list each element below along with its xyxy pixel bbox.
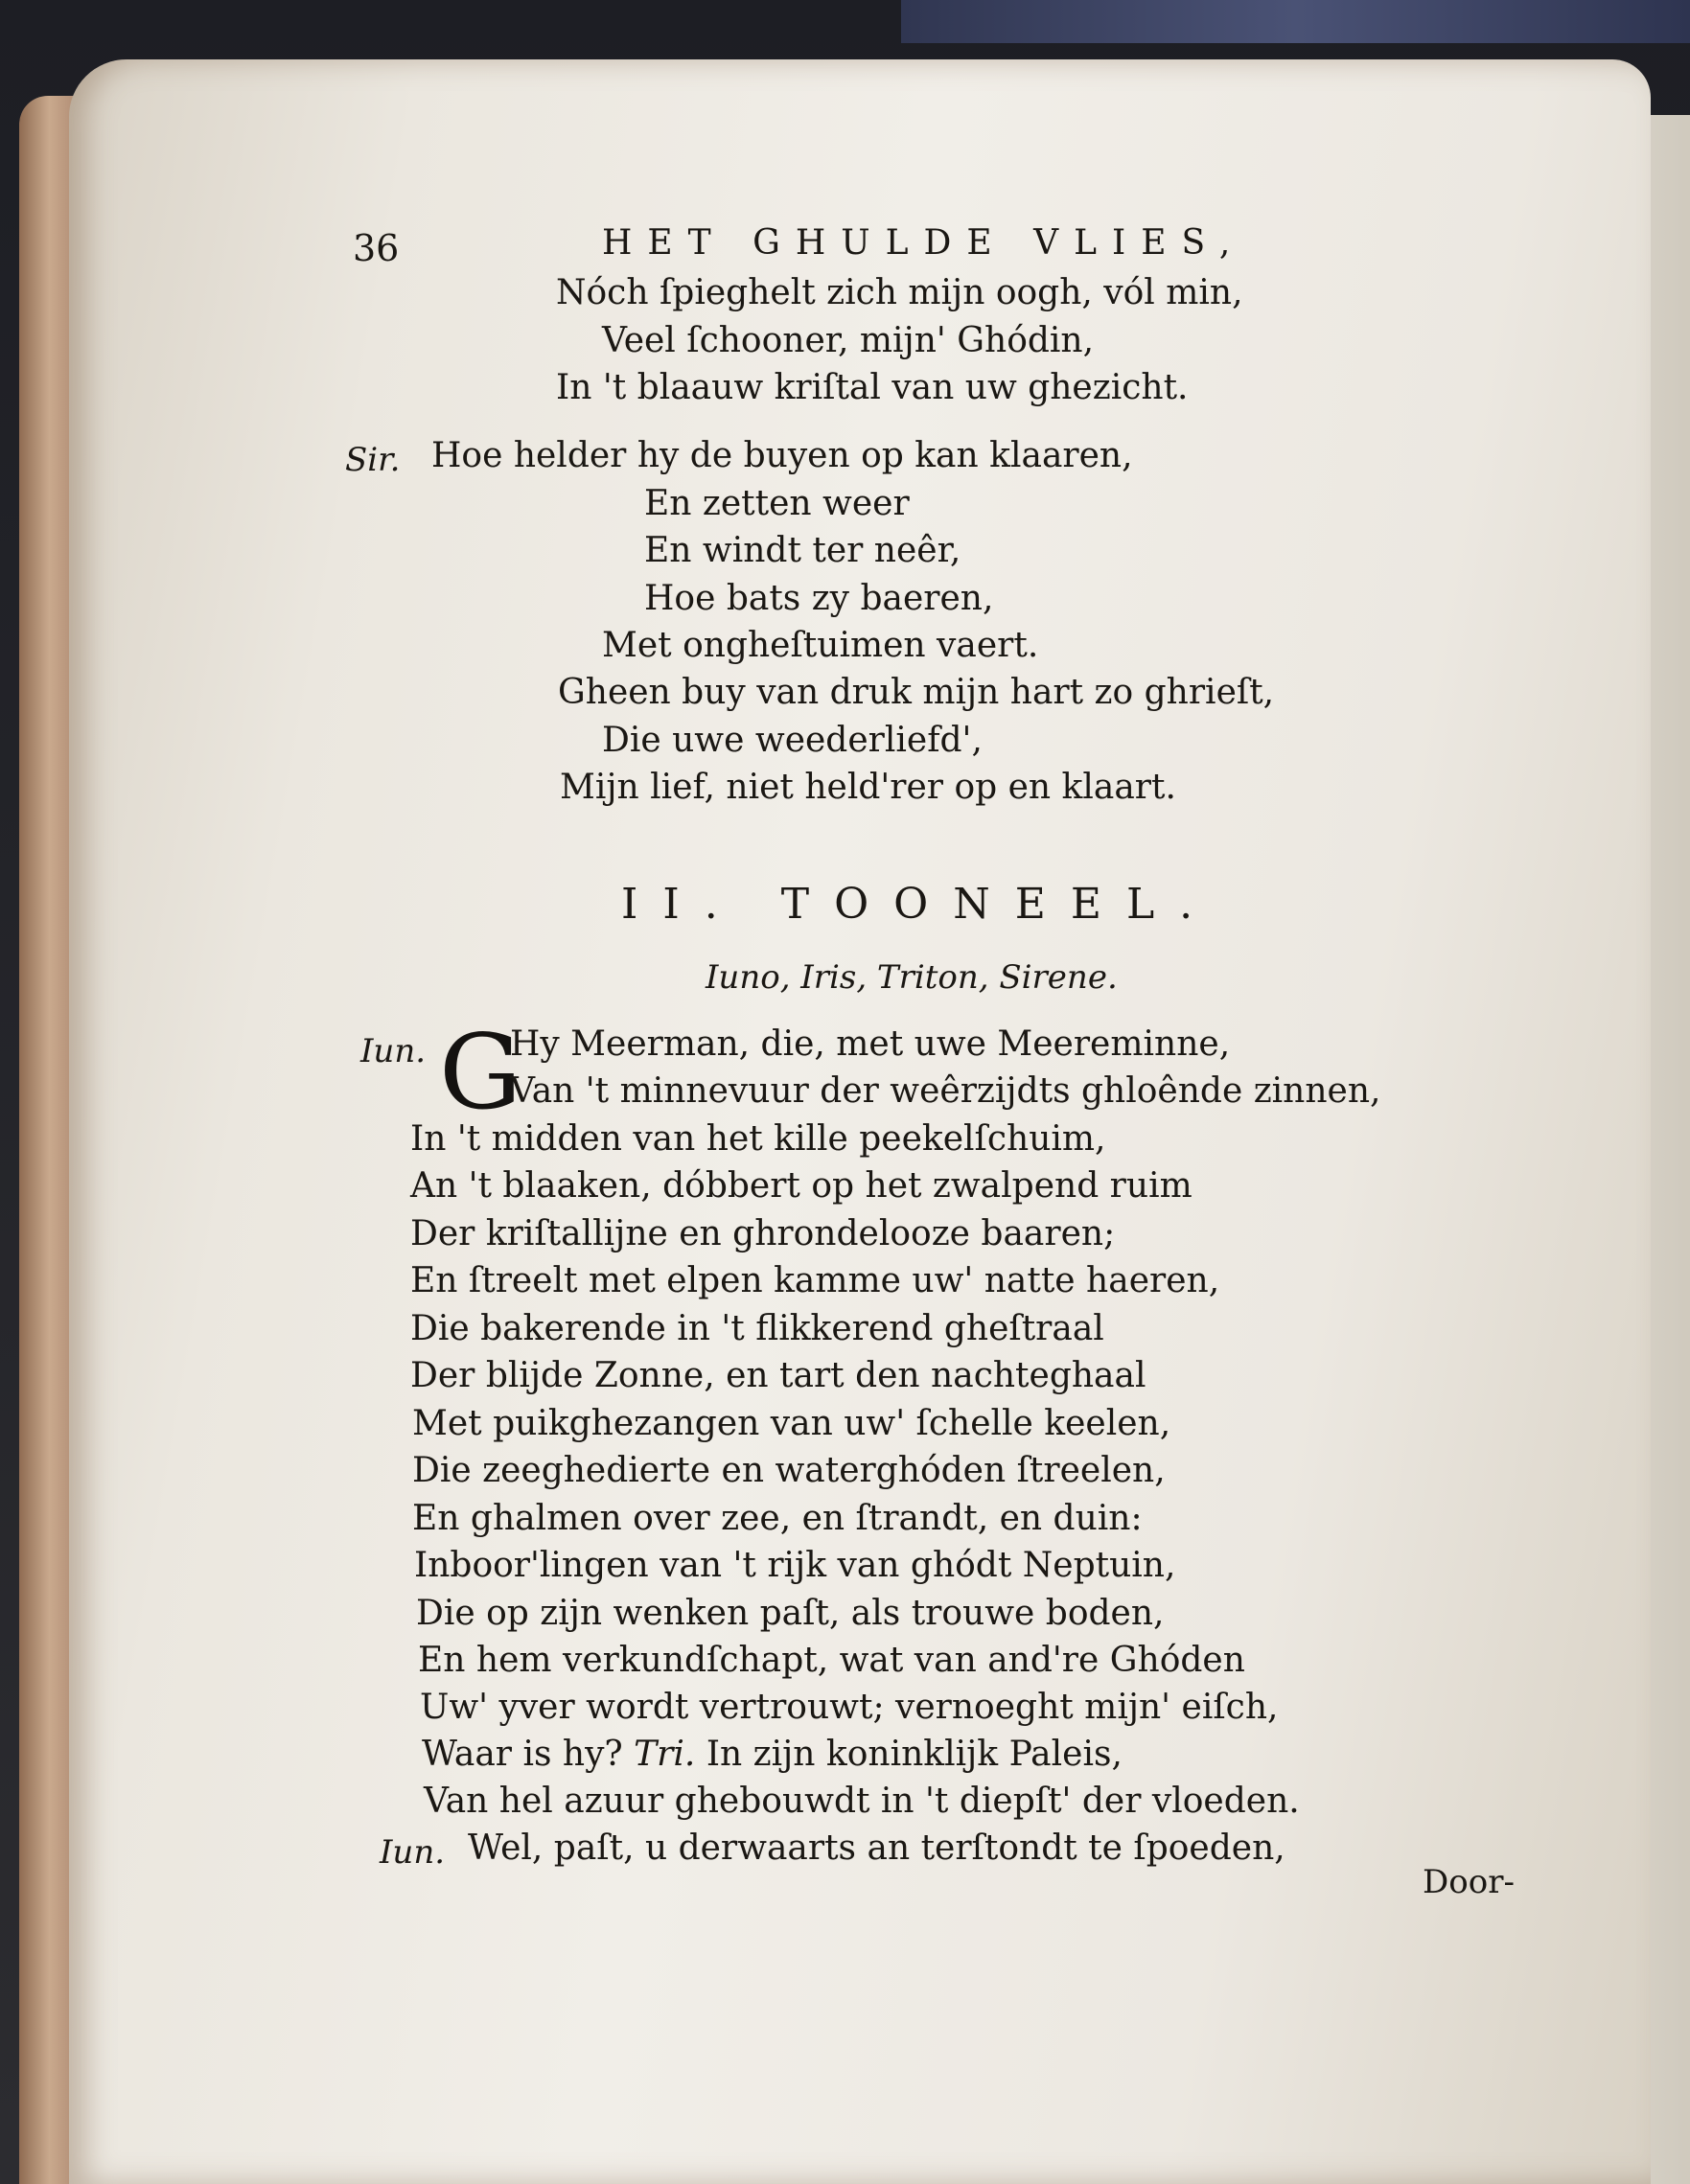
verse-line: Die op zijn wenken paſt, als trouwe boden, bbox=[416, 1594, 1165, 1633]
verse-line: Inboor'lingen van 't rijk van ghódt Neptuin, bbox=[414, 1546, 1176, 1585]
verse-line: In 't blaauw kriſtal van uw ghezicht. bbox=[556, 368, 1189, 407]
scene-heading: II. TOONEEL. bbox=[621, 880, 1218, 929]
verse-line: En windt ter neêr, bbox=[644, 531, 961, 570]
blue-cloth bbox=[901, 0, 1690, 43]
verse-line: Van 't minnevuur der weêrzijdts ghloênde zinnen, bbox=[510, 1071, 1381, 1111]
verse-line: Der blijde Zonne, en tart den nachteghaal bbox=[410, 1356, 1146, 1395]
verse-fragment: Waar is hy? bbox=[422, 1735, 623, 1774]
verse-line: Gheen buy van druk mijn hart zo ghrieſt, bbox=[558, 673, 1275, 712]
verse-line: Met puikghezangen van uw' ſchelle keelen, bbox=[412, 1404, 1171, 1443]
verse-line: Met ongheſtuimen vaert. bbox=[602, 626, 1039, 665]
verse-line: Nóch ſpieghelt zich mijn oogh, vól min, bbox=[556, 273, 1243, 312]
verse-line: Veel ſchooner, mijn' Ghódin, bbox=[602, 321, 1095, 360]
verse-line: Die bakerende in 't flikkerend gheſtraal bbox=[410, 1309, 1104, 1348]
verse-line: Hy Meerman, die, met uwe Meereminne, bbox=[510, 1024, 1231, 1064]
speaker-label: Tri. bbox=[634, 1735, 696, 1774]
verse-line: Wel, paſt, u derwaarts an terſtondt te ſpoeden, bbox=[468, 1828, 1285, 1868]
cast-list: Iuno, Iris, Triton, Sirene. bbox=[706, 958, 1118, 997]
speaker-label: Iun. bbox=[380, 1833, 446, 1872]
drop-cap: G bbox=[439, 1013, 522, 1133]
verse-line: Hoe bats zy baeren, bbox=[644, 579, 994, 618]
verse-line: Hoe helder hy de buyen op kan klaaren, bbox=[431, 436, 1133, 475]
verse-line: Uw' yver wordt vertrouwt; vernoeght mijn' eiſch, bbox=[420, 1688, 1279, 1727]
speaker-label: Iun. bbox=[360, 1032, 427, 1070]
catchword: Door- bbox=[1423, 1863, 1515, 1901]
verse-line: En ſtreelt met elpen kamme uw' natte haeren, bbox=[410, 1261, 1220, 1300]
verse-line: En ghalmen over zee, en ſtrandt, en duin: bbox=[412, 1499, 1143, 1538]
speaker-label: Sir. bbox=[345, 441, 401, 479]
verse-line: Die uwe weederliefd', bbox=[602, 721, 983, 760]
verse-line: Der kriſtallijne en ghrondelooze baaren; bbox=[410, 1214, 1116, 1253]
running-head: HET GHULDE VLIES, bbox=[602, 223, 1246, 263]
verse-line: Van hel azuur ghebouwdt in 't diepſt' der vloeden. bbox=[424, 1782, 1300, 1821]
verse-line: In 't midden van het kille peekelſchuim, bbox=[410, 1119, 1106, 1159]
verse-line: En hem verkundſchapt, wat van and're Ghóden bbox=[418, 1641, 1245, 1680]
verse-line-dialogue bbox=[422, 1737, 1123, 1772]
verse-line: Mijn lief, niet held'rer op en klaart. bbox=[560, 768, 1176, 807]
page-number: 36 bbox=[353, 227, 400, 269]
verse-line: En zetten weer bbox=[644, 484, 910, 523]
verse-line: An 't blaaken, dóbbert op het zwalpend ruim bbox=[410, 1166, 1192, 1206]
verse-fragment: In zijn koninklijk Paleis, bbox=[706, 1735, 1123, 1774]
verse-line: Die zeeghedierte en waterghóden ſtreelen, bbox=[412, 1451, 1166, 1490]
